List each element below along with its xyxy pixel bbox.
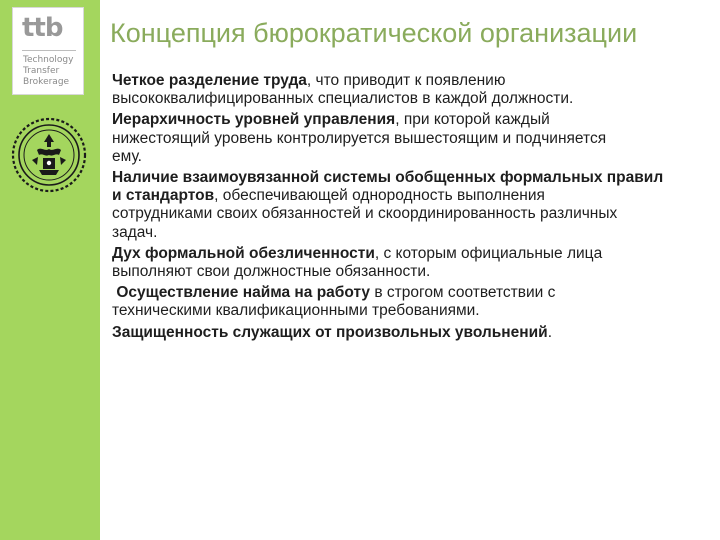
logo-line-1: Technology — [23, 55, 74, 65]
item-heading: Осуществление найма на работу — [116, 284, 371, 302]
list-item — [112, 111, 716, 166]
item-text: , с которым официальные лица — [374, 244, 603, 262]
item-text: выполняют свои должностные обязанности. — [112, 263, 431, 281]
list-item — [112, 245, 716, 281]
item-text: , обеспечивающей однородность выполнения — [214, 187, 545, 205]
item-heading: Наличие взаимоувязанной системы обобщенных формальных правил — [112, 169, 664, 187]
logo-mark: ttb — [22, 13, 63, 43]
item-text: ему. — [112, 147, 142, 165]
item-heading: Иерархичность уровней управления — [112, 111, 396, 129]
logo-line-3: Brokerage — [23, 77, 70, 87]
list-item — [112, 284, 716, 320]
bullet-list — [112, 72, 716, 345]
page-title: Концепция бюрократической организации — [110, 18, 638, 48]
item-text: , что приводит к появлению — [306, 72, 506, 89]
item-text: . — [547, 323, 553, 341]
logo-line-2: Transfer — [23, 66, 60, 76]
logo-divider — [22, 50, 76, 51]
ttb-logo — [12, 7, 84, 95]
list-item — [112, 72, 716, 108]
list-item — [112, 169, 716, 242]
item-text: нижестоящий уровень контролируется вышестоящим и подчиняется — [112, 129, 607, 147]
item-text: высококвалифицированных специалистов в каждой должности. — [112, 90, 574, 108]
item-text: в строгом соответствии с — [370, 284, 556, 302]
item-heading: Четкое разделение труда — [112, 72, 307, 89]
item-text: сотрудниками своих обязанностей и скоординированность различных — [112, 205, 618, 223]
sidebar — [0, 0, 100, 540]
item-text: техническими квалификационными требованиями. — [112, 302, 480, 320]
university-crest-icon — [10, 114, 88, 196]
item-heading: Защищенность служащих от произвольных увольнений — [112, 323, 548, 341]
item-text: , при которой каждый — [395, 111, 550, 129]
list-item — [112, 324, 716, 342]
item-text: задач. — [112, 223, 158, 241]
item-heading: Дух формальной обезличенности — [112, 244, 375, 262]
item-heading: и стандартов — [112, 187, 215, 205]
